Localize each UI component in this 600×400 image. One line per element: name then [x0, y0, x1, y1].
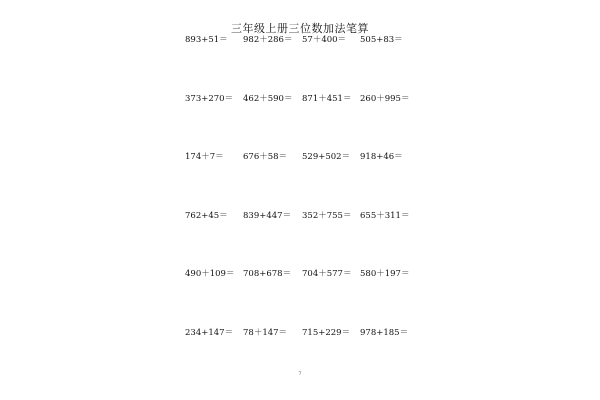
addition-problem: 260＋995＝: [360, 93, 410, 104]
problem-row: [185, 92, 425, 151]
page-number: 7: [298, 371, 302, 377]
addition-problem: 839+447＝: [243, 210, 292, 221]
addition-problem: 715+229＝: [302, 327, 351, 338]
worksheet-title: 三年级上册三位数加法笔算: [231, 22, 369, 35]
problem-grid: [185, 33, 425, 385]
addition-problem: 174＋7＝: [185, 152, 224, 163]
problem-row: [185, 267, 425, 326]
addition-problem: 352＋755＝: [302, 210, 352, 221]
addition-problem: 57＋400＝: [302, 35, 347, 45]
addition-problem: 655＋311＝: [360, 210, 410, 221]
addition-problem: 676＋58＝: [243, 152, 288, 163]
addition-problem: 373+270＝: [185, 93, 234, 104]
addition-problem: 529+502＝: [302, 152, 351, 163]
addition-problem: 704＋577＝: [302, 269, 352, 280]
addition-problem: 505+83＝: [360, 35, 403, 45]
addition-problem: 918+46＝: [360, 152, 403, 163]
addition-problem: 78＋147＝: [243, 327, 288, 338]
addition-problem: 982＋286＝: [243, 35, 293, 45]
addition-problem: 762+45＝: [185, 210, 228, 221]
addition-problem: 234+147＝: [185, 327, 234, 338]
addition-problem: 708+678＝: [243, 269, 292, 280]
addition-problem: 871＋451＝: [302, 93, 352, 104]
problem-row: [185, 209, 425, 268]
addition-problem: 580＋197＝: [360, 269, 410, 280]
problem-row: [185, 150, 425, 209]
addition-problem: 490＋109＝: [185, 269, 235, 280]
addition-problem: 978+185＝: [360, 327, 409, 338]
addition-problem: 462＋590＝: [243, 93, 293, 104]
addition-problem: 893+51＝: [185, 35, 228, 45]
problem-row: [185, 33, 425, 92]
